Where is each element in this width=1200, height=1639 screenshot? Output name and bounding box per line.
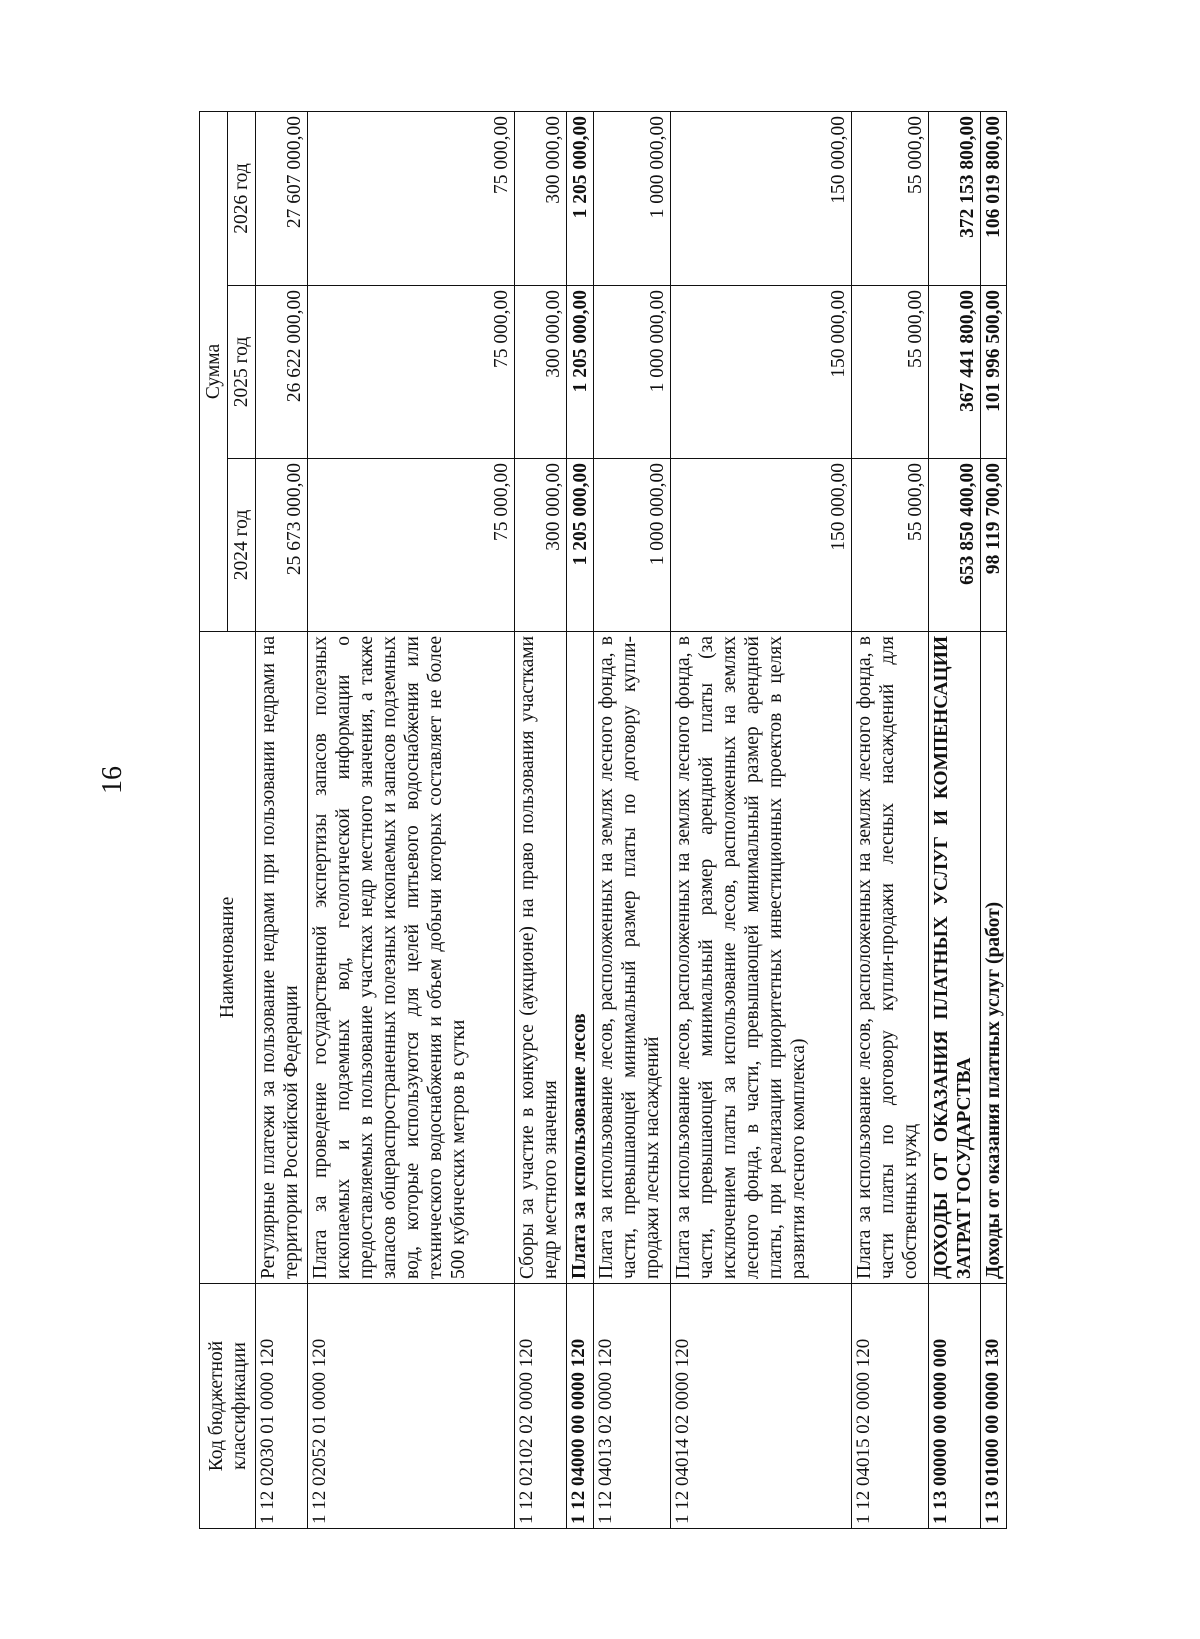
row-name: Доходы от оказания платных услуг (работ) xyxy=(980,631,1006,1283)
row-name: ДОХОДЫ ОТ ОКАЗАНИЯ ПЛАТНЫХ УСЛУГ И КОМПЕНСАЦИИ ЗАТРАТ ГОСУДАРСТВА xyxy=(928,631,980,1283)
row-value-2025: 1 205 000,00 xyxy=(566,285,593,458)
row-code: 1 12 04000 00 0000 120 xyxy=(566,1283,593,1528)
row-value-2026: 372 153 800,00 xyxy=(928,111,980,285)
table-row xyxy=(255,111,307,1528)
row-value-2026: 150 000,00 xyxy=(670,111,851,285)
budget-table-container xyxy=(199,112,1004,1529)
budget-table xyxy=(199,111,1007,1529)
row-name: Плата за использование лесов, расположенных на землях лесного фонда, в части, превышающей минимальный размер платы по договору купли-продажи лесных насаждений xyxy=(593,631,670,1283)
table-row xyxy=(307,111,514,1528)
header-sum: Сумма xyxy=(199,111,227,631)
row-value-2026: 1 205 000,00 xyxy=(566,111,593,285)
row-code: 1 12 02102 02 0000 120 xyxy=(514,1283,566,1528)
row-value-2026: 300 000,00 xyxy=(514,111,566,285)
row-code: 1 12 04013 02 0000 120 xyxy=(593,1283,670,1528)
row-code: 1 12 02030 01 0000 120 xyxy=(255,1283,307,1528)
row-name: Сборы за участие в конкурсе (аукционе) на право пользования участками недр местного значения xyxy=(514,631,566,1283)
row-name: Плата за использование лесов xyxy=(566,631,593,1283)
row-name: Плата за использование лесов, расположенных на землях лесного фонда, в части платы по договору купли-продажи лесных насаждений для собственных нужд xyxy=(851,631,928,1283)
row-value-2025: 26 622 000,00 xyxy=(255,285,307,458)
table-row xyxy=(928,111,980,1528)
row-code: 1 13 01000 00 0000 130 xyxy=(980,1283,1006,1528)
header-code: Код бюджетной классификации xyxy=(199,1283,255,1528)
row-value-2024: 1 000 000,00 xyxy=(593,458,670,631)
row-value-2024: 300 000,00 xyxy=(514,458,566,631)
row-name: Регулярные платежи за пользование недрами при пользовании недрами на территории Российской Федерации xyxy=(255,631,307,1283)
table-row xyxy=(980,111,1006,1528)
row-value-2025: 367 441 800,00 xyxy=(928,285,980,458)
table-row xyxy=(851,111,928,1528)
row-value-2024: 75 000,00 xyxy=(307,458,514,631)
row-value-2024: 150 000,00 xyxy=(670,458,851,631)
row-value-2025: 101 996 500,00 xyxy=(980,285,1006,458)
row-value-2024: 653 850 400,00 xyxy=(928,458,980,631)
table-row xyxy=(514,111,566,1528)
row-value-2026: 75 000,00 xyxy=(307,111,514,285)
row-name: Плата за использование лесов, расположенных на землях лесного фонда, в части, превышающей минимальный размер арендной платы (за исключением платы за использование лесов, расположенных на землях лесного фонда, в части, превышающей минимальный размер арендной платы, при реализации приоритетных инвестиционных проектов в целях развития лесного комплекса) xyxy=(670,631,851,1283)
row-value-2026: 106 019 800,00 xyxy=(980,111,1006,285)
row-value-2026: 27 607 000,00 xyxy=(255,111,307,285)
row-code: 1 12 04014 02 0000 120 xyxy=(670,1283,851,1528)
page-number: 16 xyxy=(97,766,128,794)
row-value-2024: 25 673 000,00 xyxy=(255,458,307,631)
row-code: 1 12 02052 01 0000 120 xyxy=(307,1283,514,1528)
row-value-2026: 55 000,00 xyxy=(851,111,928,285)
row-value-2024: 55 000,00 xyxy=(851,458,928,631)
row-value-2025: 150 000,00 xyxy=(670,285,851,458)
row-value-2025: 300 000,00 xyxy=(514,285,566,458)
table-row xyxy=(593,111,670,1528)
row-code: 1 12 04015 02 0000 120 xyxy=(851,1283,928,1528)
table-row xyxy=(670,111,851,1528)
row-value-2024: 98 119 700,00 xyxy=(980,458,1006,631)
row-value-2026: 1 000 000,00 xyxy=(593,111,670,285)
row-name: Плата за проведение государственной экспертизы запасов полезных ископаемых и подземных вод, геологической информации о предоставляемых в пользование участках недр местного значения, а также запасов общераспространенных полезных ископаемых и запасов подземных вод, которые используются для целей питьевого водоснабжения или технического водоснабжения и объем добычи которых составляет не более 500 кубических метров в сутки xyxy=(307,631,514,1283)
row-value-2025: 55 000,00 xyxy=(851,285,928,458)
row-code: 1 13 00000 00 0000 000 xyxy=(928,1283,980,1528)
row-value-2025: 75 000,00 xyxy=(307,285,514,458)
header-year-2026: 2026 год xyxy=(227,111,255,285)
header-year-2024: 2024 год xyxy=(227,458,255,631)
row-value-2024: 1 205 000,00 xyxy=(566,458,593,631)
header-year-2025: 2025 год xyxy=(227,285,255,458)
row-value-2025: 1 000 000,00 xyxy=(593,285,670,458)
header-name: Наименование xyxy=(199,631,255,1283)
table-row xyxy=(566,111,593,1528)
